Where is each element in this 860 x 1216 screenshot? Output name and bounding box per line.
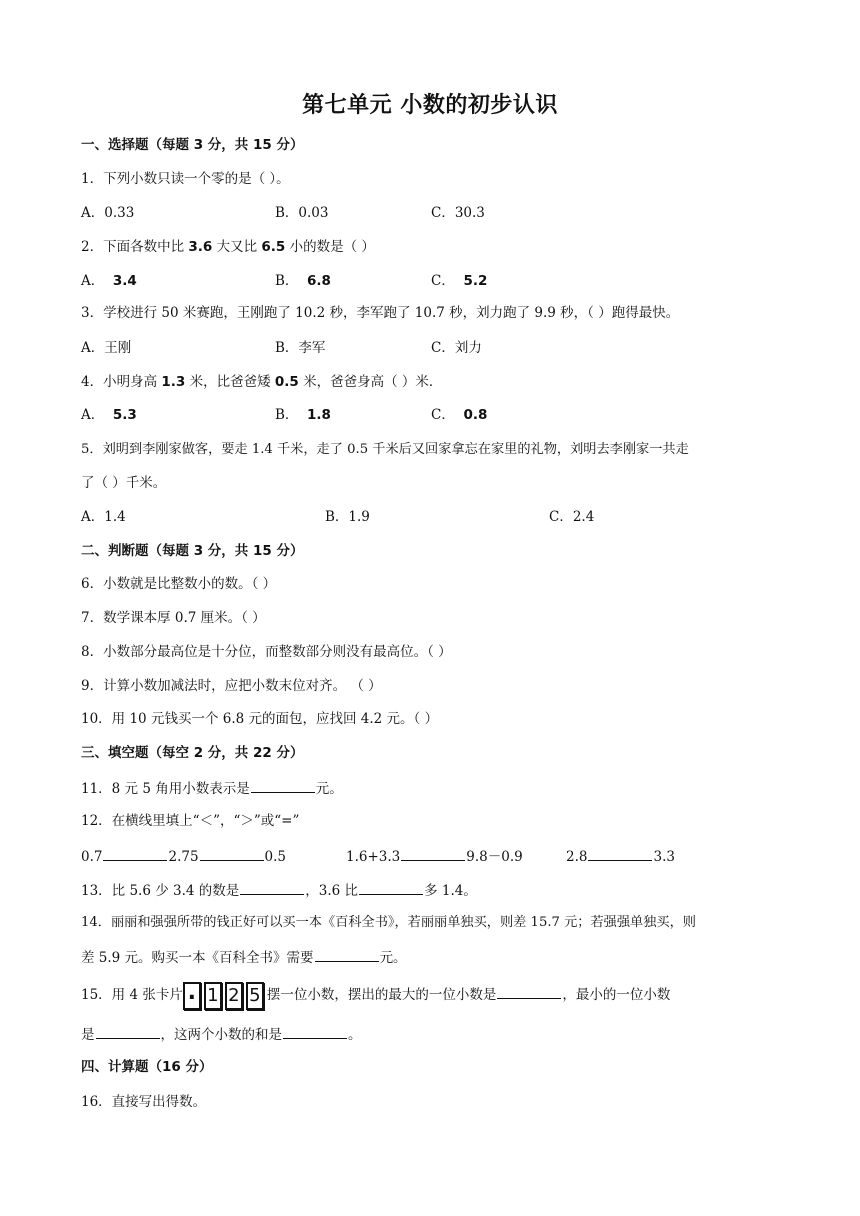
stem-text: 差 5.9 元。购买一本《百科全书》需要 — [81, 950, 314, 966]
stem-text: 15．用 4 张卡片 — [81, 987, 183, 1003]
answer-blank[interactable] — [96, 1024, 160, 1039]
expr-value: 1.6+3.3 — [346, 849, 401, 865]
question-5-stem-line-1: 5．刘明到李刚家做客，要走 1.4 千米，走了 0.5 千米后又回家拿忘在家里的礼物，刘明去李刚家一共走 — [81, 442, 689, 457]
stem-text: ，最小的一位小数 — [562, 987, 671, 1003]
option-b: B．0.03 — [275, 205, 329, 221]
option-value: 3.4 — [112, 273, 137, 289]
option-a — [81, 406, 137, 424]
section-heading-judge: 二、判断题（每题 3 分，共 15 分） — [81, 543, 304, 559]
question-12-stem: 12．在横线里填上“＜”，“＞”或“=” — [81, 813, 300, 829]
stem-text: 摆一位小数，摆出的最大的一位小数是 — [266, 987, 497, 1003]
option-c — [431, 272, 487, 290]
question-3-stem: 3．学校进行 50 米赛跑，王刚跑了 10.2 秒，李军跑了 10.7 秒，刘力跑了 9.9 秒，（ ）跑得最快。 — [81, 305, 680, 321]
answer-blank[interactable] — [497, 984, 561, 999]
answer-blank[interactable] — [240, 880, 304, 895]
question-9: 9．计算小数加减法时，应把小数末位对齐。 （ ） — [81, 678, 382, 694]
expr-value: 9.8－0.9 — [466, 849, 523, 865]
answer-blank[interactable] — [251, 778, 315, 793]
expr-value: 3.3 — [653, 849, 675, 865]
digit-card-dot: . — [183, 982, 201, 1010]
number: 3.6 — [188, 239, 213, 255]
number: 6.5 — [261, 239, 286, 255]
question-14-line-1: 14．丽丽和强强所带的钱正好可以买一本《百科全书》，若丽丽单独买，则差 15.7 元；若强强单独买，则 — [81, 915, 696, 930]
question-15-line-1 — [81, 980, 670, 1010]
number: 1.3 — [161, 374, 186, 390]
stem-text: 米，比爸爸矮 — [185, 374, 275, 390]
compare-expression — [346, 846, 523, 866]
option-letter: A． — [81, 273, 105, 289]
question-5-stem-line-2: 了（ ）千米。 — [81, 475, 167, 491]
expr-value: 2.8 — [566, 849, 588, 865]
option-c: C．30.3 — [431, 205, 485, 221]
option-a: A．1.4 — [81, 509, 126, 525]
stem-text: 元。 — [315, 781, 343, 797]
option-value: 5.3 — [112, 407, 137, 423]
option-value: 5.2 — [463, 273, 488, 289]
option-value: 1.8 — [307, 407, 331, 423]
option-a — [81, 272, 137, 290]
answer-blank[interactable] — [103, 846, 167, 861]
option-c: C．刘力 — [431, 340, 482, 356]
answer-blank[interactable] — [359, 880, 423, 895]
question-4-stem — [81, 373, 442, 391]
option-letter: B． — [275, 407, 299, 423]
section-heading-choice: 一、选择题（每题 3 分，共 15 分） — [81, 137, 304, 153]
option-b: B．1.9 — [325, 509, 370, 525]
digit-card-2: 2 — [225, 982, 243, 1010]
option-a: A．王刚 — [81, 340, 132, 356]
answer-blank[interactable] — [315, 947, 379, 962]
option-letter: C． — [431, 407, 455, 423]
digit-card-1: 1 — [204, 982, 222, 1010]
page-title: 第七单元 小数的初步认识 — [302, 93, 558, 118]
stem-text: 米，爸爸身高（ ）米． — [298, 374, 443, 390]
stem-text: 2．下面各数中比 — [81, 239, 189, 255]
stem-text: 多 1.4。 — [424, 883, 477, 899]
question-13 — [81, 880, 477, 900]
stem-text: ，这两个小数的和是 — [160, 1027, 282, 1043]
answer-blank[interactable] — [588, 846, 652, 861]
compare-expression — [81, 846, 286, 866]
question-15-line-2 — [81, 1024, 362, 1044]
answer-blank[interactable] — [283, 1024, 347, 1039]
question-8: 8．小数部分最高位是十分位，而整数部分则没有最高位。（ ） — [81, 644, 452, 660]
answer-blank[interactable] — [200, 846, 264, 861]
question-14-line-2 — [81, 947, 407, 967]
stem-text: 11．8 元 5 角用小数表示是 — [81, 781, 250, 797]
expr-value: 0.7 — [81, 849, 103, 865]
option-b: B．李军 — [275, 340, 326, 356]
option-letter: C． — [431, 273, 455, 289]
number: 0.5 — [274, 374, 299, 390]
stem-text: 。 — [348, 1027, 362, 1043]
question-2-stem — [81, 238, 375, 256]
question-10: 10．用 10 元钱买一个 6.8 元的面包，应找回 4.2 元。（ ） — [81, 711, 439, 727]
stem-text: 小的数是（ ） — [285, 239, 375, 255]
option-b — [275, 272, 331, 290]
section-heading-calc: 四、计算题（16 分） — [81, 1059, 213, 1075]
option-letter: B． — [275, 273, 299, 289]
stem-text: 是 — [81, 1027, 95, 1043]
option-c: C．2.4 — [549, 509, 595, 525]
question-6: 6．小数就是比整数小的数。（ ） — [81, 576, 277, 592]
answer-blank[interactable] — [401, 846, 465, 861]
question-16: 16．直接写出得数。 — [81, 1094, 207, 1110]
expr-value: 0.5 — [264, 849, 287, 865]
option-b — [275, 406, 331, 424]
option-value: 6.8 — [307, 273, 331, 289]
stem-text: 4．小明身高 — [81, 374, 162, 390]
digit-card-5: 5 — [246, 982, 264, 1010]
stem-text: 大又比 — [212, 239, 262, 255]
stem-text: 元。 — [379, 950, 407, 966]
section-heading-fill: 三、填空题（每空 2 分，共 22 分） — [81, 745, 304, 761]
question-1-stem: 1．下列小数只读一个零的是（ ）。 — [81, 171, 290, 187]
question-7: 7．数学课本厚 0.7 厘米。（ ） — [81, 610, 266, 626]
option-a: A．0.33 — [81, 205, 135, 221]
option-value: 0.8 — [463, 407, 488, 423]
expr-value: 2.75 — [168, 849, 199, 865]
compare-expression — [566, 846, 675, 866]
question-11 — [81, 778, 343, 798]
option-letter: A． — [81, 407, 105, 423]
stem-text: ，3.6 比 — [305, 883, 359, 899]
stem-text: 13．比 5.6 少 3.4 的数是 — [81, 883, 240, 899]
option-c — [431, 406, 487, 424]
